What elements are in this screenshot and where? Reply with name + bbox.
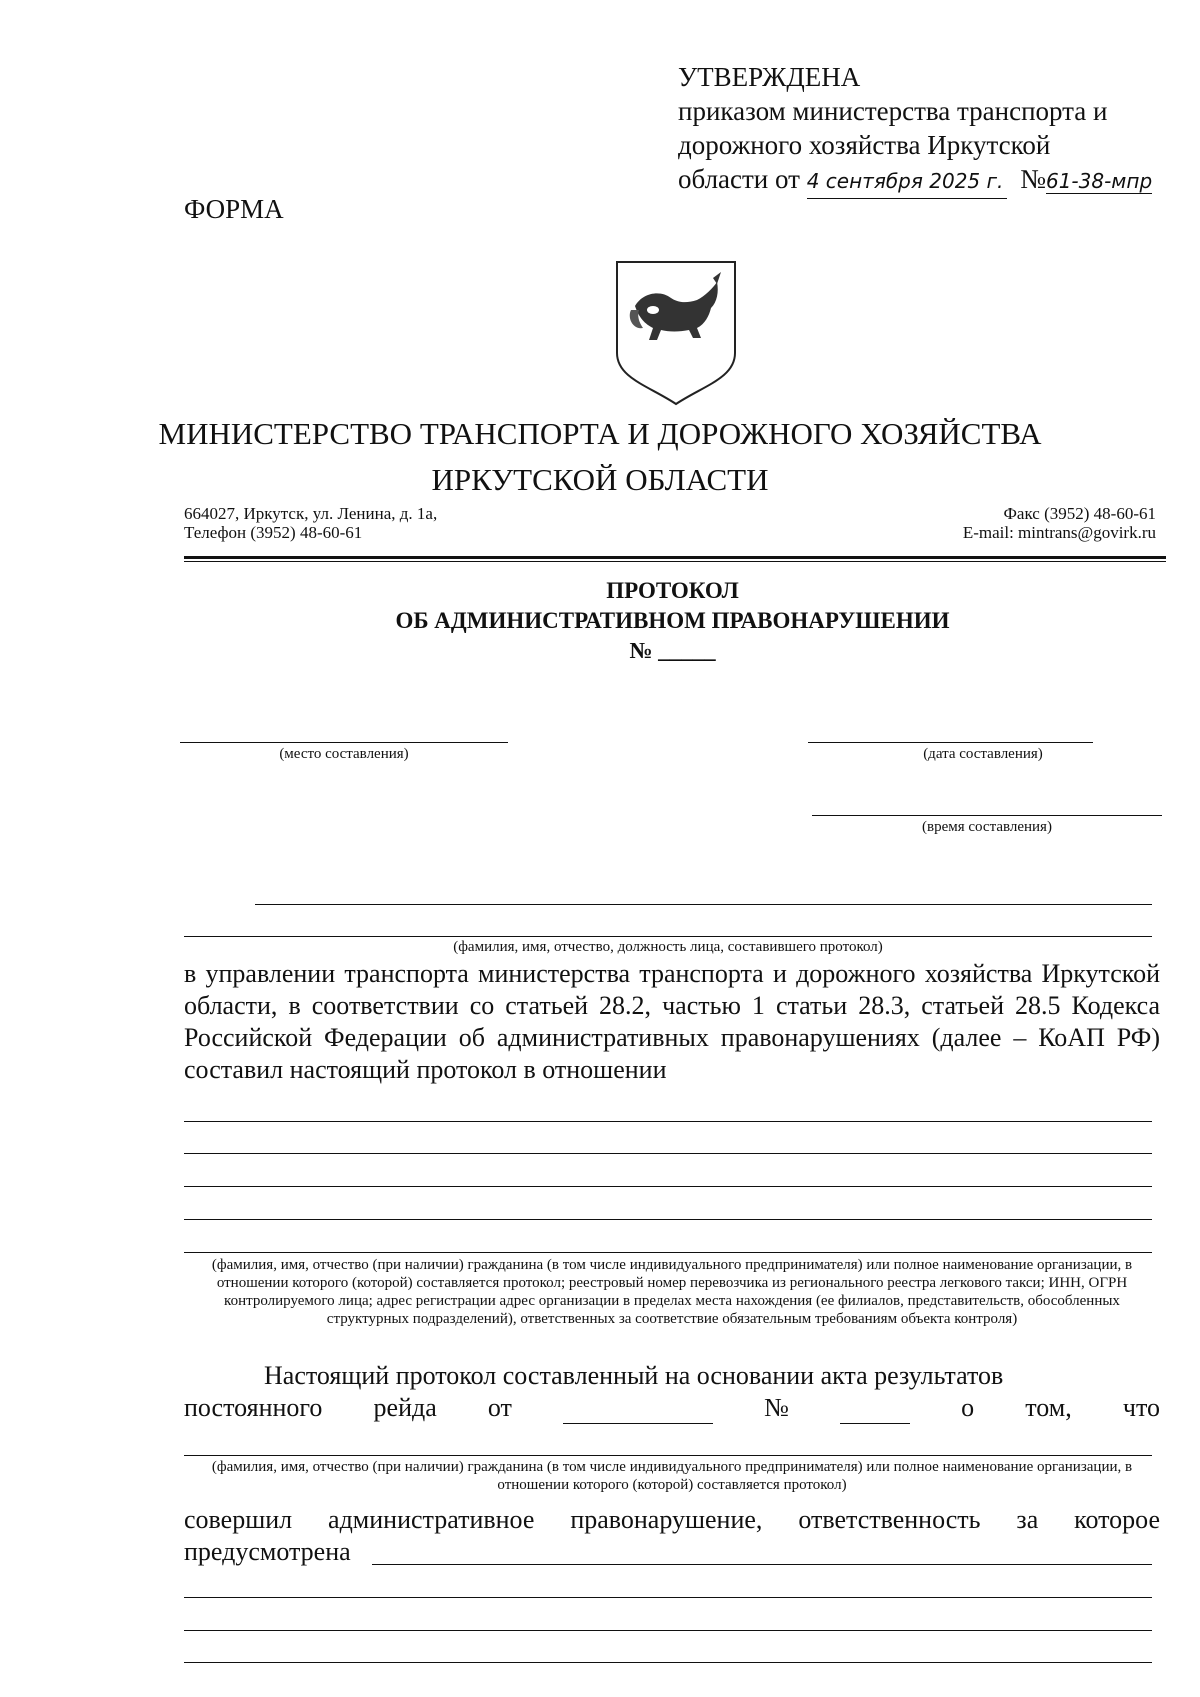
paragraph-legal-basis: в управлении транспорта министерства транспорта и дорожного хозяйства Иркутской области, в соответствии со статьей 28.2, частью 1 статьи 28.3, статьей 28.5 Кодекса Российской Федерации об административных правонарушениях (далее – КоАП РФ) составил настоящий протокол в отношении [184, 959, 1160, 1084]
subject-field-line3[interactable] [184, 1186, 1152, 1187]
basis-word: том, [1025, 1393, 1072, 1422]
basis-word: постоянного [184, 1393, 323, 1422]
paragraph-basis-line1: Настоящий протокол составленный на основании акта результатов [264, 1361, 1004, 1390]
basis-word: о [961, 1393, 975, 1422]
article-field-line2[interactable] [184, 1597, 1152, 1598]
header-rule [184, 556, 1166, 559]
paragraph-basis-line2 [184, 1392, 1160, 1424]
time-field[interactable] [812, 815, 1162, 816]
header-rule-thin [184, 561, 1166, 562]
ministry-region: ИРКУТСКОЙ ОБЛАСТИ [431, 462, 769, 497]
provided-by-label: предусмотрена [184, 1537, 351, 1566]
subject-field-line5[interactable] [184, 1252, 1152, 1253]
approval-number-prefix: № [1020, 164, 1046, 194]
approval-date-prefix: области от [678, 164, 800, 194]
article-field-line3[interactable] [184, 1630, 1152, 1631]
phone: Телефон (3952) 48-60-61 [184, 523, 363, 542]
act-date-field[interactable] [563, 1401, 713, 1424]
author-field-line2[interactable] [184, 936, 1152, 937]
subject-field-line4[interactable] [184, 1219, 1152, 1220]
date-field[interactable] [808, 742, 1093, 743]
approval-title: УТВЕРЖДЕНА [678, 62, 861, 92]
basis-word: что [1122, 1393, 1160, 1422]
paragraph-violation-line1: совершил административное правонарушение, ответственность за которое [184, 1505, 1160, 1534]
address: 664027, Иркутск, ул. Ленина, д. 1а, [184, 504, 438, 523]
subject-caption: (фамилия, имя, отчество (при наличии) гражданина (в том числе индивидуального предпринимателя) или полное наименование организации, в отношении которого (которой) составляется протокол; реестровый номер перевозчика из регионального реестра легкового такси; ИНН, ОГРН контролируемого лица; адрес регистрации адрес организации в пределах места нахождения (ее филиалов, представительств, обособленных структурных подразделений), ответственных за соответствие обязательным требованиям объекта контроля) [211, 1257, 1133, 1327]
approval-line: дорожного хозяйства Иркутской [678, 130, 1051, 160]
coat-of-arms-emblem [613, 258, 739, 408]
place-field[interactable] [180, 742, 508, 743]
article-field-line1[interactable] [372, 1564, 1152, 1565]
date-caption: (дата составления) [923, 746, 1043, 762]
handwritten-date: 4 сентября 2025 г. [807, 164, 1007, 199]
handwritten-number: 61-38-мпр [1045, 169, 1153, 193]
subject-field-line2[interactable] [184, 1153, 1152, 1154]
protocol-subtitle: ОБ АДМИНИСТРАТИВНОМ ПРАВОНАРУШЕНИИ [395, 608, 950, 633]
author-caption: (фамилия, имя, отчество, должность лица, составившего протокол) [453, 939, 883, 955]
article-field-line4[interactable] [184, 1662, 1152, 1663]
basis-word: № [764, 1393, 789, 1422]
contacts-right [963, 504, 1156, 542]
act-number-field[interactable] [840, 1401, 910, 1424]
time-caption: (время составления) [922, 819, 1052, 835]
approval-date-line [678, 162, 1152, 199]
basis-word: рейда [373, 1393, 437, 1422]
form-label: ФОРМА [184, 194, 284, 224]
email: E-mail: mintrans@govirk.ru [962, 523, 1156, 542]
place-caption: (место составления) [279, 746, 409, 762]
violator-field[interactable] [184, 1455, 1152, 1456]
approval-stamp [678, 60, 1152, 199]
author-field-line1[interactable] [255, 904, 1152, 905]
contacts-left [184, 504, 437, 542]
violator-caption: (фамилия, имя, отчество (при наличии) гражданина (в том числе индивидуального предпринимателя) или полное наименование организации, в отношении которого (которой) составляется протокол) [211, 1459, 1133, 1493]
protocol-title: ПРОТОКОЛ [606, 578, 739, 603]
protocol-number: № _____ [629, 638, 716, 663]
ministry-name: МИНИСТЕРСТВО ТРАНСПОРТА И ДОРОЖНОГО ХОЗЯЙСТВА [158, 416, 1042, 451]
subject-field-line1[interactable] [184, 1121, 1152, 1122]
fax: Факс (3952) 48-60-61 [1003, 504, 1156, 523]
approval-line: приказом министерства транспорта и [678, 96, 1108, 126]
basis-word: от [487, 1393, 512, 1422]
